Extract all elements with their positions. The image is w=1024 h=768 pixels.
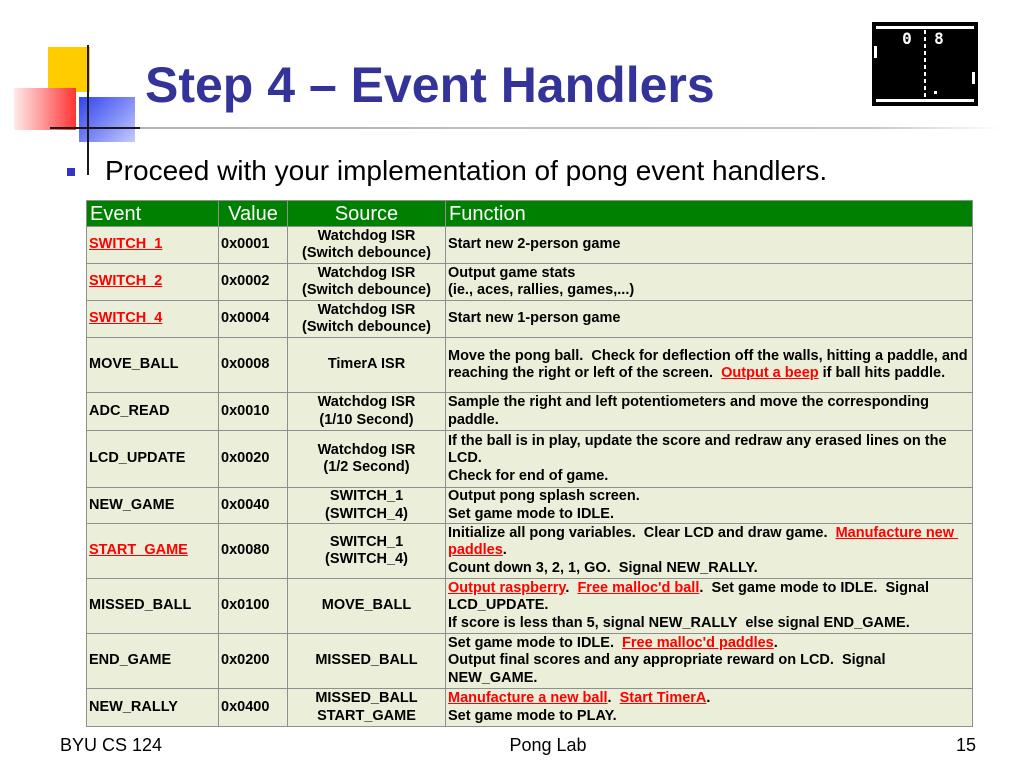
function-text: Start new 2-person game bbox=[448, 236, 621, 253]
function-cell bbox=[446, 264, 973, 301]
table-row bbox=[87, 338, 973, 393]
source-cell bbox=[288, 338, 446, 393]
function-paragraph bbox=[448, 265, 970, 283]
function-paragraph bbox=[448, 468, 970, 486]
function-cell bbox=[446, 689, 973, 727]
event-link[interactable]: SWITCH_2 bbox=[89, 273, 163, 290]
source-cell bbox=[288, 301, 446, 338]
table-row bbox=[87, 393, 973, 431]
value-cell: 0x0010 bbox=[219, 393, 288, 431]
source-line: START_GAME bbox=[317, 707, 416, 724]
decor-yellow-square bbox=[48, 47, 90, 92]
value-cell: 0x0008 bbox=[219, 338, 288, 393]
function-paragraph bbox=[448, 690, 970, 708]
function-text: Output game stats bbox=[448, 264, 576, 281]
function-cell bbox=[446, 227, 973, 264]
slide-title: Step 4 – Event Handlers bbox=[145, 57, 715, 113]
value-cell: 0x0200 bbox=[219, 634, 288, 689]
function-text: If score is less than 5, signal NEW_RALLY else signal END_GAME. bbox=[448, 614, 910, 631]
function-text: (ie., aces, rallies, games,...) bbox=[448, 282, 635, 298]
source-line: Watchdog ISR bbox=[317, 394, 416, 410]
function-text: . bbox=[502, 542, 507, 559]
function-text: . Set game mode to IDLE. Signal LCD_UPDATE. bbox=[448, 579, 934, 614]
event-link[interactable]: START_GAME bbox=[89, 542, 188, 559]
event-cell bbox=[87, 689, 219, 727]
table-row bbox=[87, 579, 973, 634]
value-cell: 0x0020 bbox=[219, 431, 288, 488]
value-cell: 0x0040 bbox=[219, 488, 288, 524]
bullet-text: Proceed with your implementation of pong event handlers. bbox=[105, 155, 828, 186]
function-text: Set game mode to IDLE. bbox=[448, 634, 623, 651]
function-cell bbox=[446, 634, 973, 689]
source-line: MISSED_BALL bbox=[315, 652, 418, 669]
source-cell bbox=[288, 579, 446, 634]
footer-course: BYU CS 124 bbox=[60, 735, 163, 755]
event-name: LCD_UPDATE bbox=[89, 450, 186, 467]
decor-red-rectangle bbox=[14, 88, 76, 130]
function-text: Set game mode to IDLE. bbox=[448, 505, 614, 522]
value-cell: 0x0400 bbox=[219, 689, 288, 727]
event-cell bbox=[87, 488, 219, 524]
function-link[interactable]: Manufacture a new ball bbox=[448, 690, 608, 706]
pong-ball bbox=[934, 91, 937, 94]
source-line: Watchdog ISR bbox=[317, 227, 416, 244]
event-link[interactable]: SWITCH_4 bbox=[89, 310, 163, 327]
function-cell bbox=[446, 524, 973, 579]
function-text: . bbox=[706, 690, 711, 706]
pong-game-image bbox=[872, 22, 978, 106]
value-cell: 0x0004 bbox=[219, 301, 288, 338]
table-row bbox=[87, 301, 973, 338]
function-paragraph bbox=[448, 580, 970, 615]
function-paragraph bbox=[448, 348, 970, 383]
source-line: MOVE_BALL bbox=[321, 597, 412, 614]
function-text: Move the pong ball. Check for deflection off the walls, hitting a paddle, and reaching the right or left of the screen. bbox=[448, 347, 972, 381]
pong-left-paddle bbox=[874, 46, 877, 58]
function-text: Initialize all pong variables. Clear LCD and draw game. bbox=[448, 524, 836, 541]
function-paragraph bbox=[448, 394, 970, 429]
event-name: MISSED_BALL bbox=[89, 597, 192, 614]
source-line: (1/10 Second) bbox=[319, 411, 414, 428]
event-link[interactable]: SWITCH_1 bbox=[89, 236, 163, 253]
table-row bbox=[87, 431, 973, 488]
value-cell: 0x0100 bbox=[219, 579, 288, 634]
function-cell bbox=[446, 338, 973, 393]
function-text: If the ball is in play, update the score and redraw any erased lines on the LCD. bbox=[448, 432, 951, 467]
value-cell: 0x0002 bbox=[219, 264, 288, 301]
source-cell bbox=[288, 227, 446, 264]
function-text: Output final scores and any appropriate reward on LCD. Signal NEW_GAME. bbox=[448, 652, 890, 686]
source-line: (Switch debounce) bbox=[302, 245, 431, 261]
function-text: Start new 1-person game bbox=[448, 310, 621, 327]
source-cell bbox=[288, 488, 446, 524]
event-name: NEW_GAME bbox=[89, 496, 175, 513]
value-cell: 0x0001 bbox=[219, 227, 288, 264]
function-paragraph bbox=[448, 525, 970, 560]
function-text: Check for end of game. bbox=[448, 467, 609, 484]
event-cell bbox=[87, 227, 219, 264]
pong-score-left: 0 bbox=[902, 29, 912, 48]
function-link[interactable]: Manufacture new paddles bbox=[448, 524, 959, 559]
event-handler-table bbox=[86, 200, 973, 727]
function-link[interactable]: Output a beep bbox=[721, 365, 819, 381]
event-cell bbox=[87, 634, 219, 689]
header-event: Event bbox=[87, 201, 219, 227]
title-underline bbox=[140, 127, 1002, 129]
function-paragraph bbox=[448, 236, 970, 254]
pong-right-paddle bbox=[972, 72, 975, 84]
source-cell bbox=[288, 431, 446, 488]
value-cell: 0x0080 bbox=[219, 524, 288, 579]
header-function: Function bbox=[446, 201, 973, 227]
function-link[interactable]: Start TimerA bbox=[619, 690, 707, 706]
event-name: MOVE_BALL bbox=[89, 356, 179, 373]
function-text: Output pong splash screen. bbox=[448, 488, 640, 504]
source-line: Watchdog ISR bbox=[317, 301, 416, 318]
function-paragraph bbox=[448, 506, 970, 524]
table-row bbox=[87, 689, 973, 727]
function-cell bbox=[446, 579, 973, 634]
function-cell bbox=[446, 431, 973, 488]
source-line: SWITCH_1 bbox=[329, 533, 404, 550]
function-link[interactable]: Free malloc'd ball bbox=[577, 579, 700, 596]
function-link[interactable]: Output raspberry bbox=[448, 579, 566, 596]
pong-bottom-wall bbox=[876, 99, 974, 102]
function-text: . bbox=[565, 579, 578, 596]
pong-top-wall bbox=[876, 26, 974, 29]
pong-score-right: 8 bbox=[934, 29, 944, 48]
header-value: Value bbox=[219, 201, 288, 227]
decor-horizontal-line bbox=[50, 127, 140, 129]
source-cell bbox=[288, 393, 446, 431]
function-paragraph bbox=[448, 488, 970, 506]
table-row bbox=[87, 524, 973, 579]
function-text: . bbox=[773, 634, 778, 651]
source-line: MISSED_BALL bbox=[315, 690, 418, 706]
function-link[interactable]: Free malloc'd paddles bbox=[622, 634, 774, 651]
table-row bbox=[87, 488, 973, 524]
footer-title: Pong Lab bbox=[509, 735, 587, 755]
function-paragraph bbox=[448, 652, 970, 687]
event-cell bbox=[87, 431, 219, 488]
table-header-row bbox=[87, 201, 973, 227]
event-name: NEW_RALLY bbox=[89, 698, 178, 715]
function-text: Count down 3, 2, 1, GO. Signal NEW_RALLY. bbox=[448, 559, 758, 576]
header-source: Source bbox=[288, 201, 446, 227]
bullet-square-icon bbox=[67, 168, 75, 176]
function-paragraph bbox=[448, 560, 970, 578]
source-line: (Switch debounce) bbox=[302, 282, 431, 298]
decor-vertical-line bbox=[87, 45, 89, 175]
function-paragraph bbox=[448, 615, 970, 633]
source-line: (Switch debounce) bbox=[302, 319, 431, 335]
table-row bbox=[87, 634, 973, 689]
function-text: Sample the right and left potentiometers and move the corresponding paddle. bbox=[448, 394, 934, 428]
function-paragraph bbox=[448, 310, 970, 328]
function-paragraph bbox=[448, 708, 970, 726]
function-paragraph bbox=[448, 433, 970, 468]
function-cell bbox=[446, 393, 973, 431]
source-line: (SWITCH_4) bbox=[325, 551, 408, 567]
table-row bbox=[87, 227, 973, 264]
event-cell bbox=[87, 524, 219, 579]
source-line: Watchdog ISR bbox=[317, 441, 416, 458]
event-name: END_GAME bbox=[89, 652, 172, 669]
source-cell bbox=[288, 524, 446, 579]
event-cell bbox=[87, 264, 219, 301]
source-cell bbox=[288, 264, 446, 301]
source-line: (SWITCH_4) bbox=[325, 505, 408, 522]
source-cell bbox=[288, 689, 446, 727]
function-text: Set game mode to PLAY. bbox=[448, 707, 617, 724]
event-name: ADC_READ bbox=[89, 402, 170, 419]
function-paragraph bbox=[448, 282, 970, 300]
table-row bbox=[87, 264, 973, 301]
source-cell bbox=[288, 634, 446, 689]
function-text: . bbox=[607, 690, 620, 706]
event-cell bbox=[87, 301, 219, 338]
event-cell bbox=[87, 338, 219, 393]
function-cell bbox=[446, 301, 973, 338]
event-cell bbox=[87, 393, 219, 431]
function-cell bbox=[446, 488, 973, 524]
source-line: TimerA ISR bbox=[327, 356, 406, 373]
footer-page-number: 15 bbox=[955, 735, 976, 755]
source-line: (1/2 Second) bbox=[323, 459, 410, 475]
event-cell bbox=[87, 579, 219, 634]
source-line: Watchdog ISR bbox=[317, 264, 416, 281]
function-paragraph bbox=[448, 635, 970, 653]
function-text: if ball hits paddle. bbox=[818, 365, 946, 381]
table-body bbox=[87, 227, 973, 727]
source-line: SWITCH_1 bbox=[329, 488, 404, 504]
